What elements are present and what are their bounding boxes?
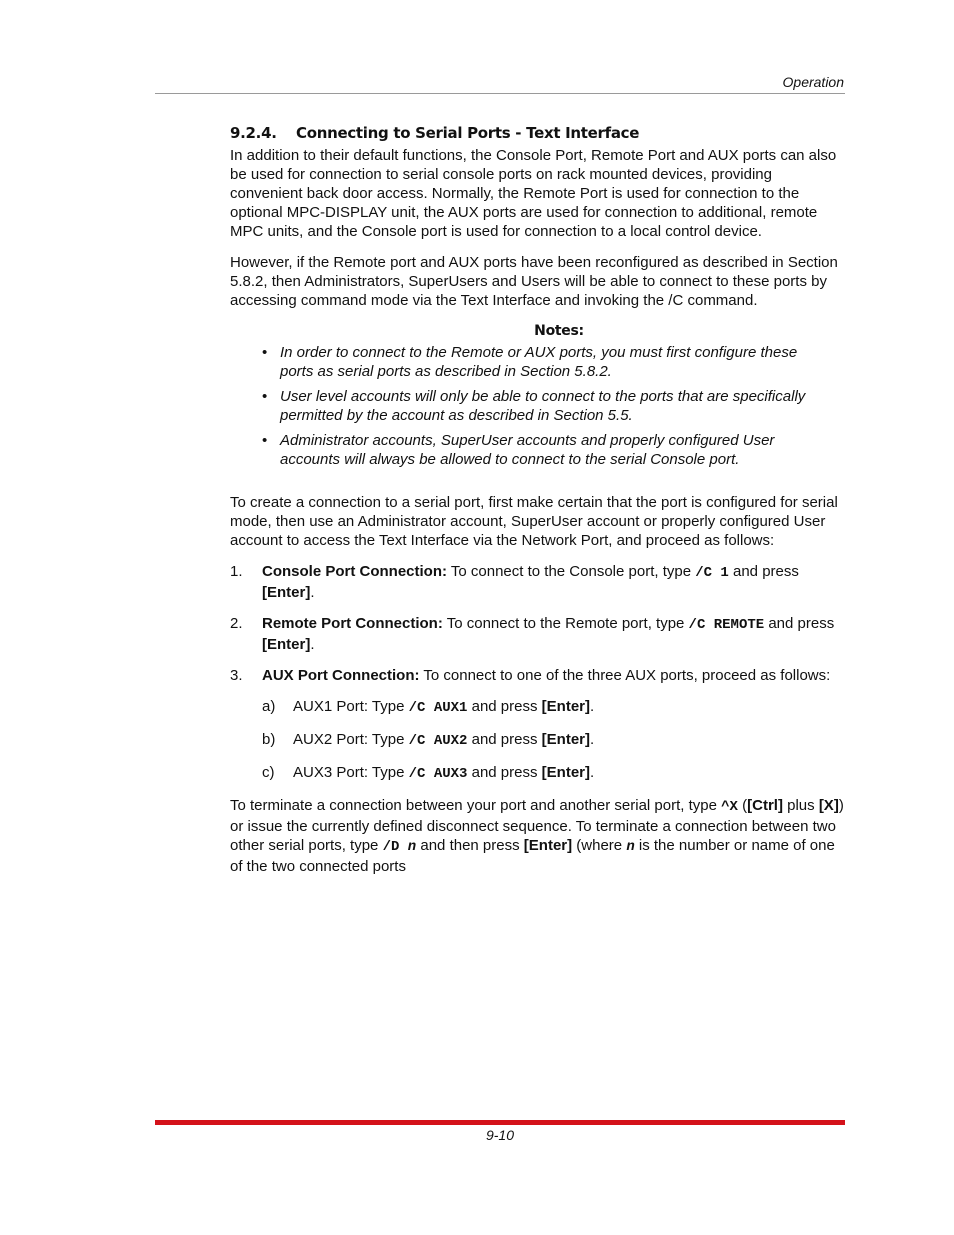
step-text: and press [764, 615, 835, 632]
running-header: Operation [782, 74, 844, 90]
key-text: [X] [818, 797, 839, 814]
paragraph-terminate [230, 796, 848, 876]
footer-rule [155, 1120, 845, 1125]
step-remote [230, 614, 848, 654]
terminate-text: ( [737, 797, 748, 814]
key-text: [Enter] [541, 698, 590, 715]
step-number: 3. [230, 667, 243, 684]
key-text: [Enter] [262, 636, 311, 653]
step-label: Console Port Connection: [262, 563, 447, 580]
note-item: • In order to connect to the Remote or AUX ports, you must first configure these ports as serial ports as described in Section 5.8.2. [262, 343, 810, 381]
note-item: • User level accounts will only be able to connect to the ports that are specifically permitted by the account as described in Section 5.5. [262, 387, 810, 425]
substep-text: AUX1 Port: Type [293, 698, 409, 715]
note-item: • Administrator accounts, SuperUser accounts and properly configured User accounts will always be allowed to connect to the serial Console port. [262, 431, 810, 469]
key-text: [Enter] [262, 584, 311, 601]
paragraph-intro-2: However, if the Remote port and AUX ports have been reconfigured as described in Section 5.8.2, then Administrators, SuperUsers and Users will be able to connect to these ports by accessing command mode via the Text Interface and invoking the /C command. [230, 254, 838, 309]
key-text: [Enter] [541, 731, 590, 748]
section-heading [230, 124, 848, 143]
key-text: [Ctrl] [747, 797, 783, 814]
substep-letter: c) [262, 764, 275, 781]
variable-text: n [407, 839, 417, 855]
step-text: To connect to the Console port, type [447, 563, 696, 580]
key-text: [Enter] [541, 764, 590, 781]
command-text: /D [382, 839, 408, 855]
substep-text: . [590, 698, 595, 715]
substep-text: . [590, 731, 595, 748]
step-text: To connect to the Remote port, type [442, 615, 689, 632]
substep-text: AUX2 Port: Type [293, 731, 409, 748]
substep-text: . [590, 764, 595, 781]
substep-letter: b) [262, 731, 276, 748]
step-text: and press [728, 563, 799, 580]
notes-list [230, 343, 848, 469]
variable-text: n [626, 839, 635, 855]
steps-list [230, 562, 848, 685]
substep-text: and press [467, 698, 542, 715]
substep-text: AUX3 Port: Type [293, 764, 409, 781]
command-text: /C REMOTE [688, 617, 765, 633]
header-rule [155, 93, 845, 94]
page-body [230, 124, 848, 888]
command-text: /C AUX1 [408, 700, 468, 716]
substep-letter: a) [262, 698, 276, 715]
command-text: /C AUX3 [408, 766, 468, 782]
paragraph-procedure-intro: To create a connection to a serial port, first make certain that the port is configured for serial mode, then use an Administrator account, SuperUser account or properly configured User account to access the Text Interface via the Network Port, and proceed as follows: [230, 494, 838, 549]
step-aux [230, 666, 848, 685]
aux-step [262, 730, 848, 751]
section-title: Connecting to Serial Ports - Text Interface [296, 124, 640, 142]
terminate-text: To terminate a connection between your port and another serial port, type [230, 797, 722, 814]
command-text: /C AUX2 [408, 733, 468, 749]
aux-step [262, 697, 848, 718]
step-label: Remote Port Connection: [262, 615, 443, 632]
step-label: AUX Port Connection: [262, 667, 420, 684]
step-number: 2. [230, 615, 243, 632]
substep-text: and press [467, 764, 542, 781]
key-text: [Enter] [523, 837, 573, 854]
section-number: 9.2.4. [230, 124, 277, 142]
command-text: ^X [721, 799, 738, 815]
terminate-text: and then press [416, 837, 524, 854]
step-console [230, 562, 848, 602]
terminate-text: is the number or name of one of the two connected ports [230, 837, 835, 875]
step-number: 1. [230, 563, 243, 580]
aux-step [262, 763, 848, 784]
terminate-text: plus [782, 797, 819, 814]
paragraph-intro-1: In addition to their default functions, the Console Port, Remote Port and AUX ports can also be used for connection to serial console ports on rack mounted devices, providing convenient back door access. Normally, the Remote Port is used for connection to the optional MPC-DISPLAY unit, the AUX ports are used for connection to additional, remote MPC units, and the Console port is used for connection to a local control device. [230, 147, 837, 240]
page-number: 9-10 [485, 1127, 515, 1143]
notes-title: Notes: [534, 323, 584, 339]
step-text: To connect to one of the three AUX ports, proceed as follows: [419, 667, 831, 684]
terminate-text: ) or issue the currently defined disconnect sequence. To terminate a connection between two other serial ports, type [230, 797, 844, 854]
step-text: . [310, 584, 315, 601]
step-text: . [310, 636, 315, 653]
command-text: /C 1 [695, 565, 729, 581]
terminate-text: (where [572, 837, 627, 854]
aux-substeps [230, 697, 848, 784]
substep-text: and press [467, 731, 542, 748]
